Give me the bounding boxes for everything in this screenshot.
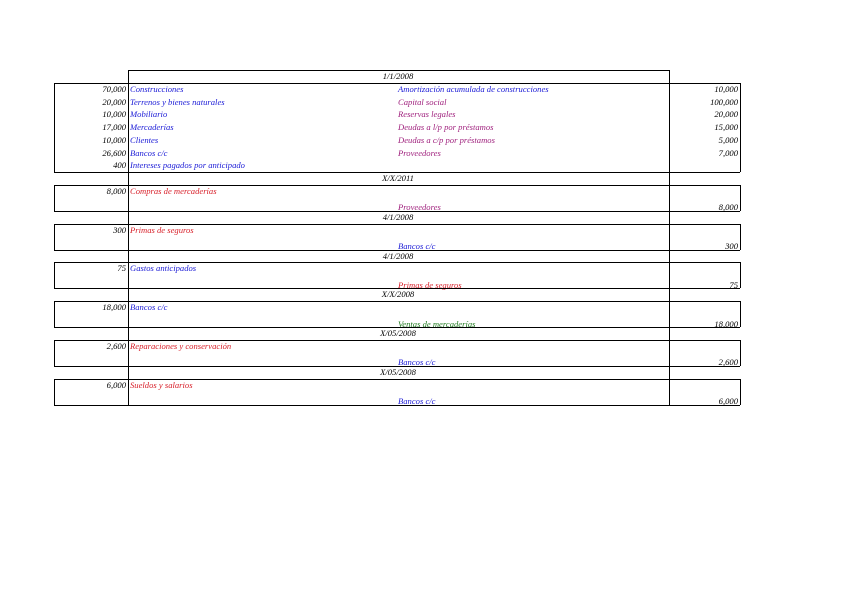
left-border bbox=[54, 224, 55, 250]
credit-account: Capital social bbox=[398, 96, 447, 107]
credit-amount: 20,000 bbox=[714, 109, 738, 120]
credit-account: Primas de seguros bbox=[398, 279, 462, 290]
credit-column-separator bbox=[669, 288, 670, 327]
debit-amount: 18,000 bbox=[102, 302, 126, 312]
debit-column-separator bbox=[128, 366, 129, 405]
debit-account: Reparaciones y conservación bbox=[130, 340, 232, 351]
credit-amount: 75 bbox=[729, 279, 738, 290]
credit-column-separator bbox=[669, 366, 670, 405]
credit-column-separator bbox=[669, 250, 670, 289]
debit-account: Bancos c/c bbox=[130, 147, 168, 158]
debit-column-separator bbox=[128, 250, 129, 289]
right-border bbox=[740, 379, 741, 405]
debit-column-separator bbox=[128, 288, 129, 327]
credit-account: Proveedores bbox=[398, 202, 441, 213]
credit-column-separator bbox=[669, 327, 670, 366]
debit-amount: 2,600 bbox=[106, 340, 126, 351]
debit-amount: 300 bbox=[113, 224, 126, 235]
credit-account: Deudas a c/p por préstamos bbox=[398, 134, 495, 145]
left-border bbox=[54, 262, 55, 288]
entry-date: 4/1/2008 bbox=[382, 211, 414, 222]
credit-amount: 8,000 bbox=[718, 202, 738, 213]
debit-amount: 20,000 bbox=[102, 96, 126, 107]
debit-account: Bancos c/c bbox=[130, 302, 168, 312]
credit-account: Bancos c/c bbox=[398, 357, 436, 368]
entry-date: X/X/2008 bbox=[381, 289, 415, 300]
debit-account: Mercaderías bbox=[130, 122, 174, 132]
credit-amount: 10,000 bbox=[714, 83, 738, 94]
credit-amount: 6,000 bbox=[718, 396, 738, 407]
right-border bbox=[740, 301, 741, 327]
debit-column-separator bbox=[128, 327, 129, 366]
debit-amount: 10,000 bbox=[102, 109, 126, 120]
debit-amount: 75 bbox=[117, 263, 126, 274]
debit-amount: 10,000 bbox=[102, 134, 126, 145]
credit-amount: 18,000 bbox=[714, 318, 738, 329]
debit-account: Sueldos y salarios bbox=[130, 379, 193, 390]
right-border bbox=[740, 262, 741, 288]
credit-amount: 5,000 bbox=[718, 134, 738, 145]
credit-account: Amortización acumulada de construcciones bbox=[398, 83, 549, 94]
debit-amount: 6,000 bbox=[106, 379, 126, 390]
debit-amount: 400 bbox=[113, 160, 126, 171]
credit-column-separator bbox=[669, 172, 670, 211]
debit-amount: 8,000 bbox=[106, 185, 126, 196]
debit-amount: 26,600 bbox=[102, 147, 126, 158]
debit-account: Compras de mercaderías bbox=[130, 185, 217, 196]
right-border bbox=[740, 83, 741, 172]
debit-column-separator bbox=[128, 172, 129, 211]
entry-date: X/05/2008 bbox=[380, 366, 416, 377]
left-border bbox=[54, 340, 55, 366]
credit-amount: 15,000 bbox=[714, 122, 738, 132]
debit-amount: 70,000 bbox=[102, 83, 126, 94]
right-border bbox=[740, 340, 741, 366]
credit-column-separator bbox=[669, 70, 670, 172]
left-border bbox=[54, 83, 55, 172]
credit-column-separator bbox=[669, 211, 670, 250]
credit-amount: 100,000 bbox=[710, 96, 738, 107]
credit-account: Ventas de mercaderías bbox=[398, 318, 476, 329]
debit-account: Primas de seguros bbox=[130, 224, 194, 235]
left-border bbox=[54, 185, 55, 211]
credit-amount: 2,600 bbox=[718, 357, 738, 368]
credit-amount: 300 bbox=[725, 241, 738, 252]
right-border bbox=[740, 185, 741, 211]
debit-account: Gastos anticipados bbox=[130, 263, 197, 274]
entry-date: X/X/2011 bbox=[382, 173, 414, 183]
debit-column-separator bbox=[128, 211, 129, 250]
debit-column-separator bbox=[128, 70, 129, 172]
debit-account: Construcciones bbox=[130, 83, 184, 94]
right-border bbox=[740, 224, 741, 250]
credit-account: Bancos c/c bbox=[398, 396, 436, 407]
left-border bbox=[54, 301, 55, 327]
debit-account: Intereses pagados por anticipado bbox=[130, 160, 245, 171]
entry-date: 4/1/2008 bbox=[382, 250, 414, 261]
entry-date: X/05/2008 bbox=[380, 328, 416, 338]
entry-date: 1/1/2008 bbox=[382, 71, 414, 81]
credit-account: Reservas legales bbox=[398, 109, 456, 120]
entry-bottom-border bbox=[54, 405, 740, 406]
credit-account: Bancos c/c bbox=[398, 241, 436, 252]
debit-account: Terrenos y bienes naturales bbox=[130, 96, 225, 107]
debit-amount: 17,000 bbox=[102, 122, 126, 132]
left-border bbox=[54, 379, 55, 405]
credit-account: Deudas a l/p por préstamos bbox=[398, 122, 494, 132]
credit-amount: 7,000 bbox=[718, 147, 738, 158]
debit-account: Clientes bbox=[130, 134, 159, 145]
credit-account: Proveedores bbox=[398, 147, 441, 158]
debit-account: Mobiliario bbox=[130, 109, 168, 120]
